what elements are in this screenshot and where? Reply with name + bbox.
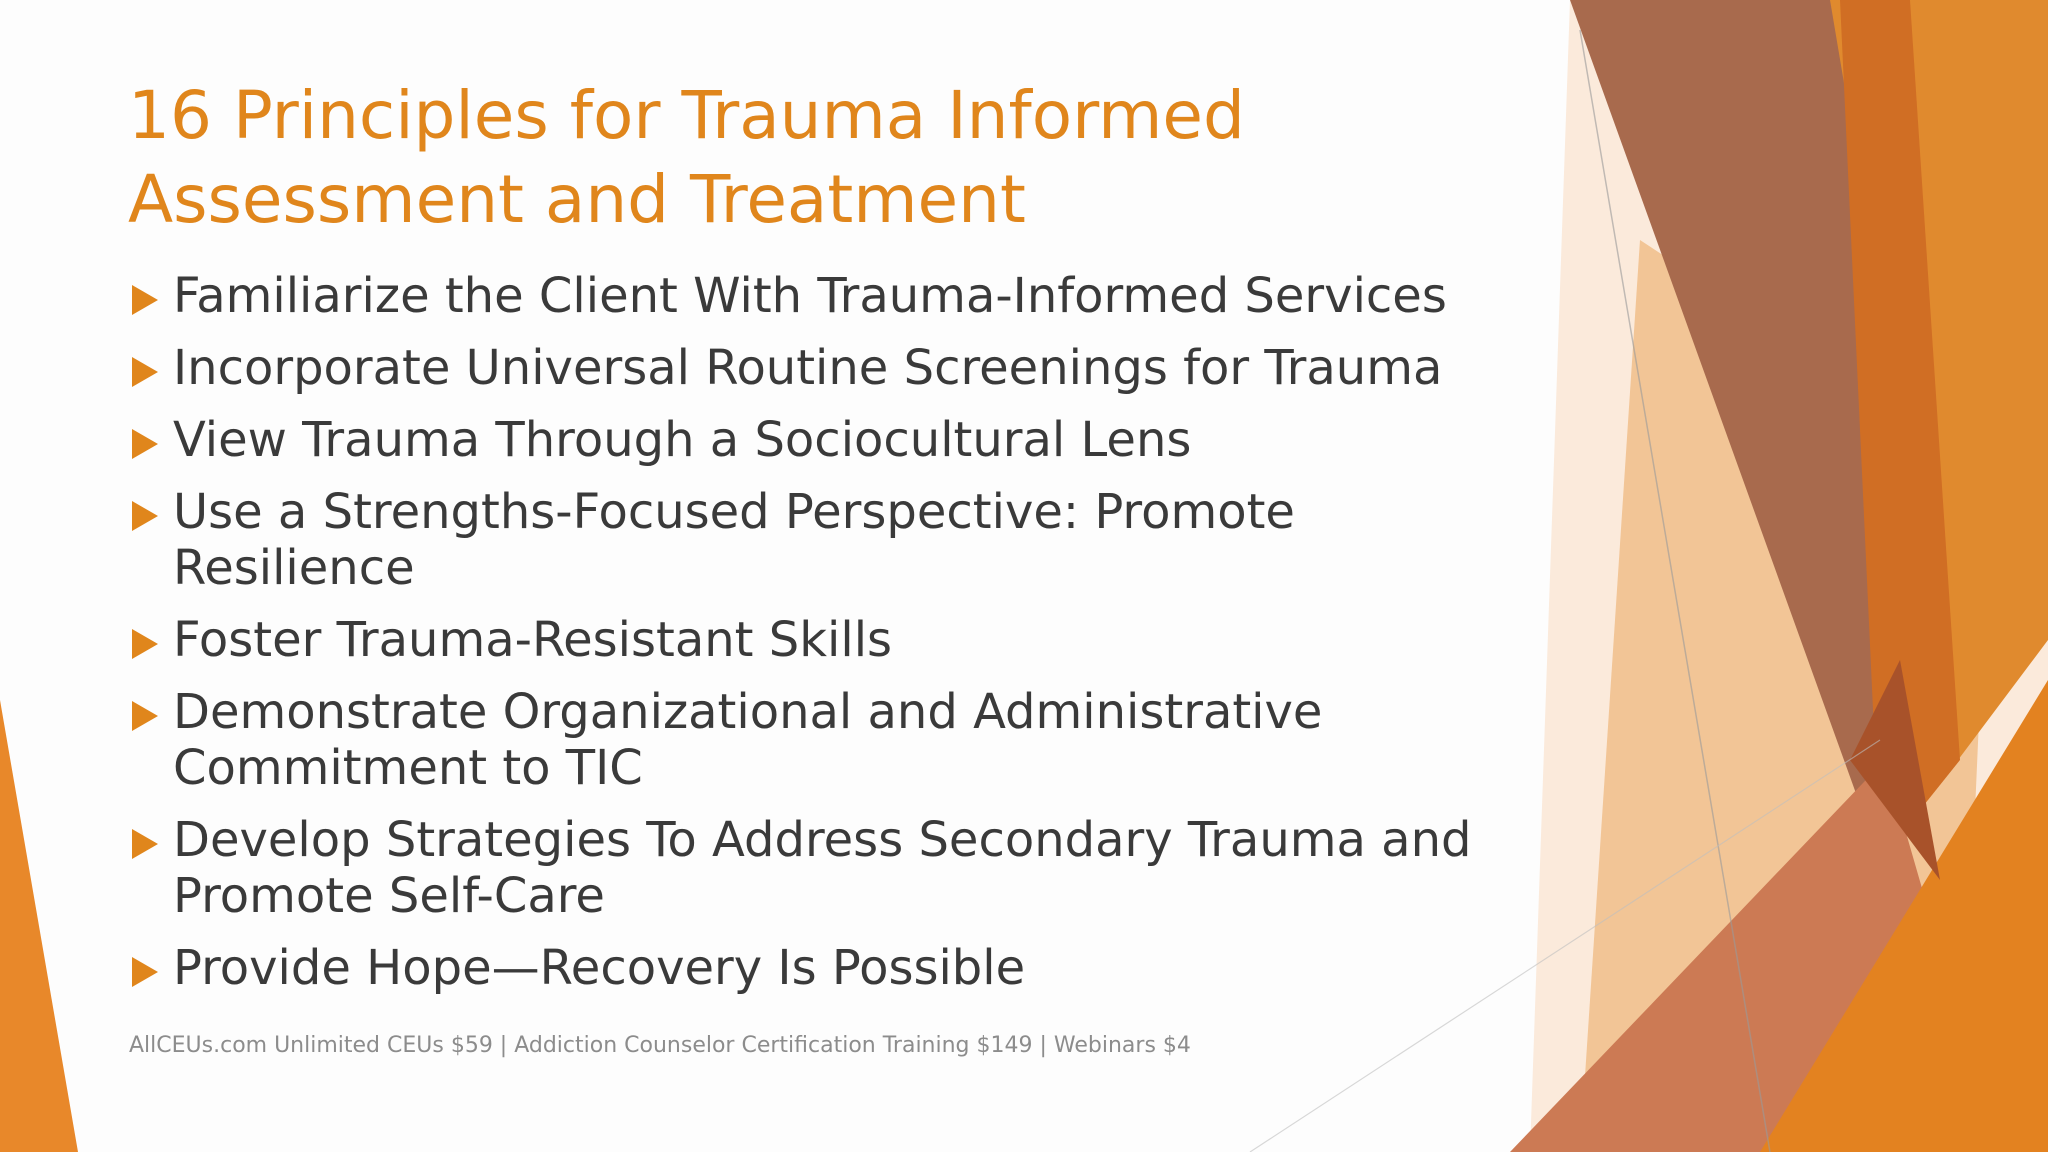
bullet-item bbox=[130, 940, 1550, 996]
bullet-list bbox=[130, 268, 1550, 996]
bullet-text: Foster Trauma-Resistant Skills bbox=[173, 612, 893, 668]
bullet-text: Develop Strategies To Address Secondary Trauma and Promote Self-Care bbox=[173, 812, 1472, 924]
bullet-item bbox=[130, 268, 1550, 324]
triangle-right-icon bbox=[132, 501, 158, 531]
bullet-text: Incorporate Universal Routine Screenings for Trauma bbox=[173, 340, 1443, 396]
slide-title: 16 Principles for Trauma Informed Assessment and Treatment bbox=[128, 77, 1245, 238]
triangle-right-icon bbox=[132, 629, 158, 659]
bullet-item bbox=[130, 340, 1550, 396]
bullet-text: Provide Hope—Recovery Is Possible bbox=[173, 940, 1026, 996]
bullet-item bbox=[130, 612, 1550, 668]
triangle-right-icon bbox=[132, 429, 158, 459]
bullet-item bbox=[130, 684, 1550, 796]
triangle-right-icon bbox=[132, 957, 158, 987]
bullet-text: Familiarize the Client With Trauma-Informed Services bbox=[173, 268, 1447, 324]
bullet-item bbox=[130, 484, 1550, 596]
triangle-right-icon bbox=[132, 829, 158, 859]
bullet-text: View Trauma Through a Sociocultural Lens bbox=[173, 412, 1192, 468]
triangle-right-icon bbox=[132, 357, 158, 387]
bullet-text: Use a Strengths-Focused Perspective: Promote Resilience bbox=[173, 484, 1295, 596]
bullet-item bbox=[130, 412, 1550, 468]
left-accent-shape bbox=[0, 700, 78, 1152]
footer-text: AllCEUs.com Unlimited CEUs $59 | Addiction Counselor Certification Training $149 | Webinars $4 bbox=[129, 1033, 1191, 1058]
bullet-item bbox=[130, 812, 1550, 924]
triangle-right-icon bbox=[132, 701, 158, 731]
triangle-right-icon bbox=[132, 285, 158, 315]
bullet-text: Demonstrate Organizational and Administrative Commitment to TIC bbox=[173, 684, 1323, 796]
